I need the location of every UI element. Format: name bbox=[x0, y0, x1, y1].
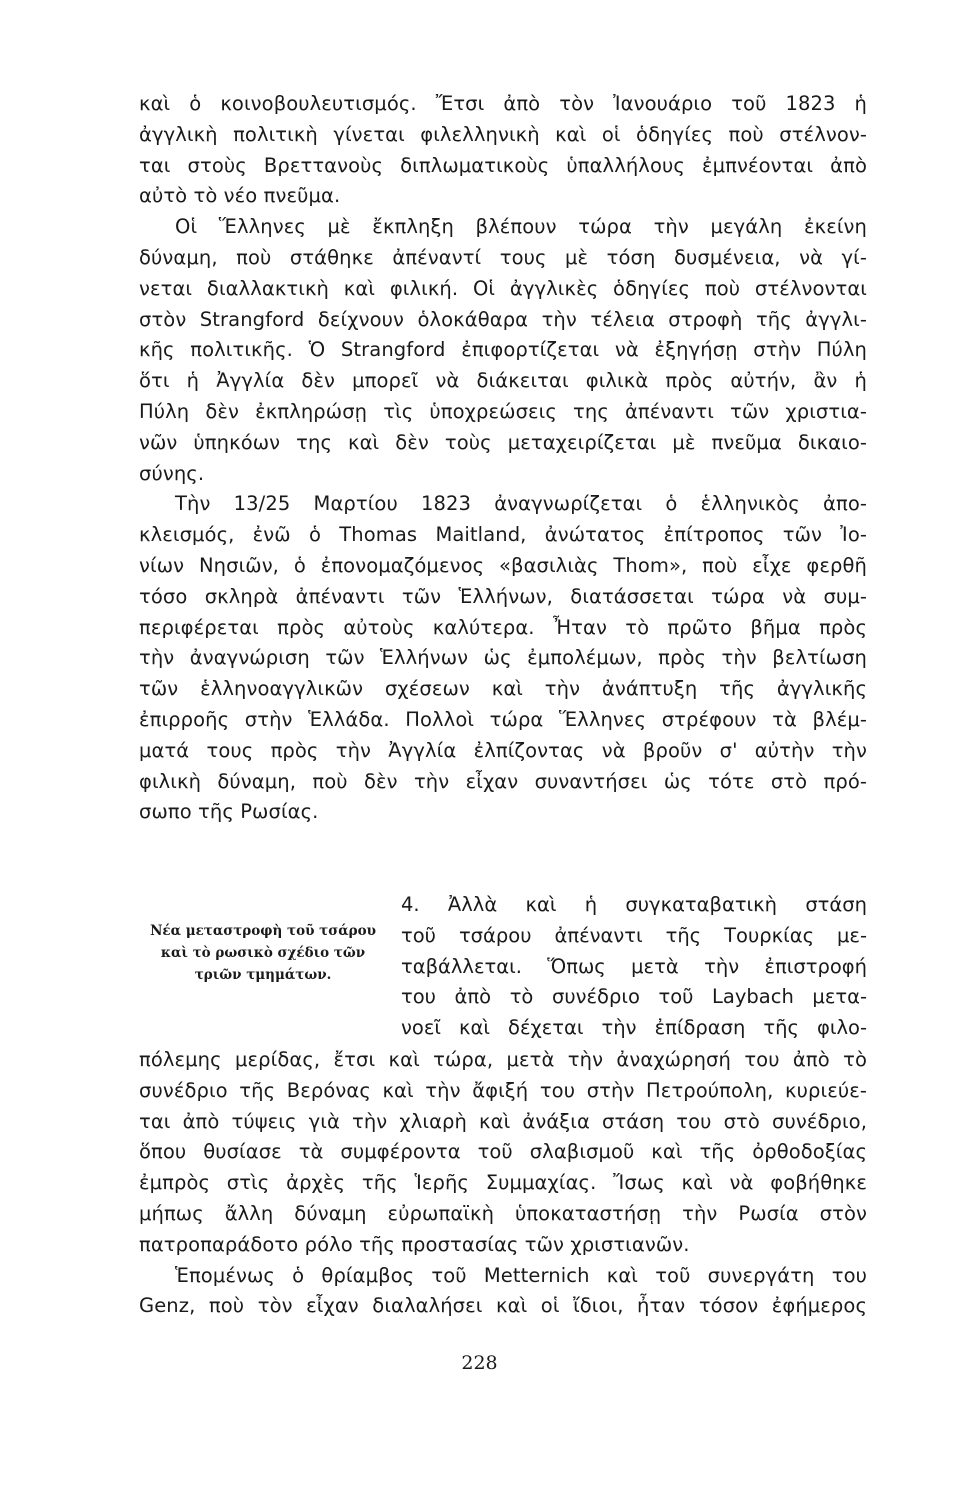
text-line: ὅπου θυσίασε τὰ συμφέροντα τοῦ σλαβισμοῦ καὶ τῆς ὀρθοδοξίας bbox=[139, 1140, 867, 1164]
text-line: ται ἀπὸ τύψεις γιὰ τὴν χλιαρὴ καὶ ἀνάξια στάση του στὸ συνέδριο, bbox=[139, 1109, 867, 1133]
text-line: κλεισμός, ἐνῶ ὁ Thomas Maitland, ἀνώτατος ἐπίτροπος τῶν Ἰο- bbox=[139, 523, 867, 547]
text-line: ἀγγλικὴ πολιτικὴ γίνεται φιλελληνικὴ καὶ οἱ ὁδηγίες ποὺ στέλνον- bbox=[139, 122, 867, 146]
text-line: τόσο σκληρὰ ἀπέναντι τῶν Ἑλλήνων, διατάσσεται τώρα νὰ συμ- bbox=[139, 584, 867, 608]
text-line: νεται διαλλακτικὴ καὶ φιλική. Οἱ ἀγγλικὲς ὁδηγίες ποὺ στέλνονται bbox=[139, 276, 867, 300]
text-line: Οἱ Ἕλληνες μὲ ἔκπληξη βλέπουν τώρα τὴν μεγάλη ἐκείνη bbox=[175, 215, 867, 239]
text-line: μήπως ἄλλη δύναμη εὐρωπαϊκὴ ὑποκαταστήσῃ τὴν Ρωσία στὸν bbox=[139, 1201, 867, 1225]
text-line: κῆς πολιτικῆς. Ὁ Strangford ἐπιφορτίζεται νὰ ἐξηγήσῃ στὴν Πύλη bbox=[139, 338, 867, 362]
text-line: ἐπιρροῆς στὴν Ἑλλάδα. Πολλοὶ τώρα Ἕλληνες στρέφουν τὰ βλέμ- bbox=[139, 707, 867, 731]
text-line: σωπο τῆς Ρωσίας. bbox=[139, 800, 319, 824]
text-line: τοῦ τσάρου ἀπέναντι τῆς Τουρκίας με- bbox=[401, 923, 867, 947]
main-text-top bbox=[139, 89, 867, 828]
text-line: ταβάλλεται. Ὅπως μετὰ τὴν ἐπιστροφή bbox=[401, 954, 867, 978]
text-line: Τὴν 13/25 Μαρτίου 1823 ἀναγνωρίζεται ὁ ἑλληνικὸς ἀπο- bbox=[175, 492, 867, 516]
text-line: πατροπαράδοτο ρόλο τῆς προστασίας τῶν χριστιανῶν. bbox=[139, 1232, 690, 1256]
text-line: αὐτὸ τὸ νέο πνεῦμα. bbox=[139, 184, 341, 208]
text-line: ται στοὺς Βρεττανοὺς διπλωματικοὺς ὑπαλλήλους ἐμπνέονται ἀπὸ bbox=[139, 153, 867, 177]
section-4-opening bbox=[401, 890, 867, 1044]
text-line: φιλικὴ δύναμη, ποὺ δὲν τὴν εἶχαν συναντήσει ὡς τότε στὸ πρό- bbox=[139, 769, 867, 793]
margin-heading bbox=[139, 920, 387, 986]
margin-heading-line: καὶ τὸ ρωσικὸ σχέδιο τῶν bbox=[160, 945, 366, 961]
text-line: Genz, ποὺ τὸν εἶχαν διαλαλήσει καὶ οἱ ἴδιοι, ἦταν τόσον ἐφήμερος bbox=[139, 1294, 867, 1318]
text-line: σύνης. bbox=[139, 461, 205, 485]
text-line: Ἑπομένως ὁ θρίαμβος τοῦ Metternich καὶ τοῦ συνεργάτη του bbox=[175, 1263, 867, 1287]
text-line: συνέδριο τῆς Βερόνας καὶ τὴν ἄφιξή του στὴν Πετρούπολη, κυριεύε- bbox=[139, 1078, 867, 1102]
text-line: ματά τους πρὸς τὴν Ἀγγλία ἐλπίζοντας νὰ βροῦν σ' αὐτὴν τὴν bbox=[139, 738, 867, 762]
margin-heading-line: τριῶν τμημάτων. bbox=[194, 967, 332, 983]
main-text-bottom bbox=[139, 1045, 867, 1322]
text-line: του ἀπὸ τὸ συνέδριο τοῦ Laybach μετα- bbox=[401, 985, 867, 1009]
text-line: ἐμπρὸς στὶς ἀρχὲς τῆς Ἱερῆς Συμμαχίας. Ἴσως καὶ νὰ φοβήθηκε bbox=[139, 1171, 867, 1195]
text-line: Πύλη δὲν ἐκπληρώσῃ τὶς ὑποχρεώσεις της ἀπέναντι τῶν χριστια- bbox=[139, 399, 867, 423]
text-line: νίων Νησιῶν, ὁ ἐπονομαζόμενος «βασιλιὰς Thom», ποὺ εἶχε φερθῆ bbox=[139, 553, 867, 577]
text-line: δύναμη, ποὺ στάθηκε ἀπέναντί τους μὲ τόση δυσμένεια, νὰ γί- bbox=[139, 245, 867, 269]
text-line: περιφέρεται πρὸς αὐτοὺς καλύτερα. Ἦταν τὸ πρῶτο βῆμα πρὸς bbox=[139, 615, 867, 639]
text-line: καὶ ὁ κοινοβουλευτισμός. Ἔτσι ἀπὸ τὸν Ἰανουάριο τοῦ 1823 ἡ bbox=[139, 92, 867, 115]
text-line: τὴν ἀναγνώριση τῶν Ἑλλήνων ὡς ἐμπολέμων, πρὸς τὴν βελτίωση bbox=[139, 646, 867, 670]
text-line: 4. Ἀλλὰ καὶ ἡ συγκαταβατικὴ στάση bbox=[401, 893, 867, 916]
text-line: νῶν ὑπηκόων της καὶ δὲν τοὺς μεταχειρίζεται μὲ πνεῦμα δικαιο- bbox=[139, 430, 867, 454]
text-line: νοεῖ καὶ δέχεται τὴν ἐπίδραση τῆς φιλο- bbox=[401, 1016, 867, 1040]
text-line: ὅτι ἡ Ἀγγλία δὲν μπορεῖ νὰ διάκειται φιλικὰ πρὸς αὐτήν, ἂν ἡ bbox=[139, 369, 867, 393]
text-line: πόλεμης μερίδας, ἔτσι καὶ τώρα, μετὰ τὴν ἀναχώρησή του ἀπὸ τὸ bbox=[139, 1048, 867, 1071]
text-line: στὸν Strangford δείχνουν ὁλοκάθαρα τὴν τέλεια στροφὴ τῆς ἀγγλι- bbox=[139, 307, 867, 331]
page-number: 228 bbox=[461, 1352, 498, 1374]
text-line: τῶν ἑλληνοαγγλικῶν σχέσεων καὶ τὴν ἀνάπτυξη τῆς ἀγγλικῆς bbox=[139, 677, 867, 701]
margin-heading-line: Νέα μεταστροφὴ τοῦ τσάρου bbox=[150, 923, 376, 939]
